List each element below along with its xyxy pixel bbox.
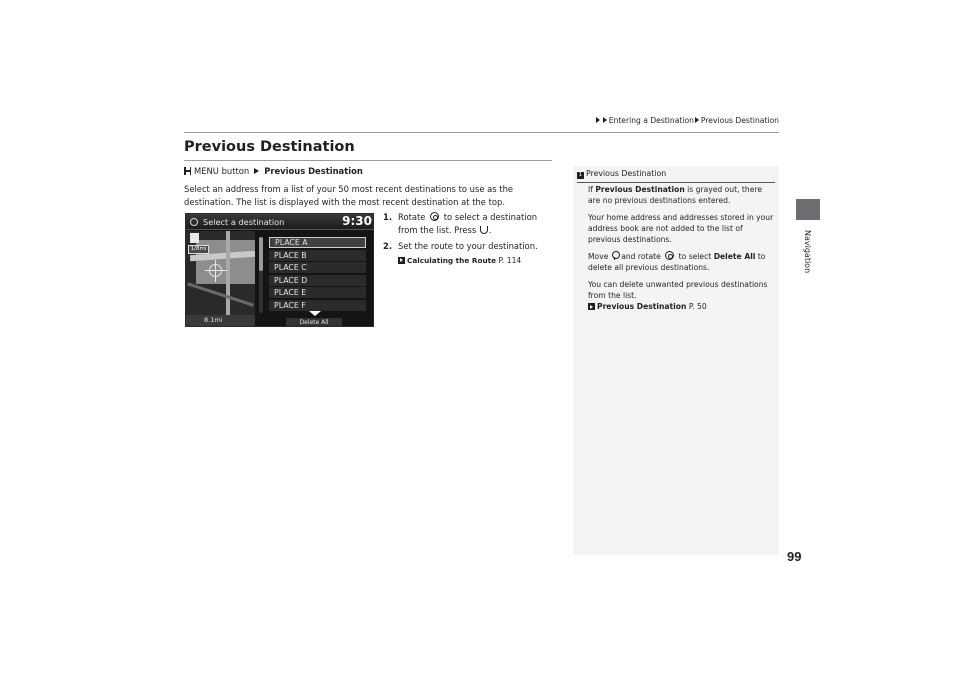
sidebar-heading — [577, 169, 775, 183]
search-icon — [190, 218, 198, 226]
north-arrow-icon — [190, 233, 199, 243]
title-divider — [184, 160, 552, 161]
notes-sidebar — [573, 166, 779, 555]
page-number: 99 — [787, 549, 802, 564]
note-number-icon: 1 — [578, 172, 583, 178]
zoom-readout: 8.1mi — [204, 316, 223, 324]
screen-clock: 9:30 — [342, 214, 372, 228]
map-preview — [186, 231, 255, 327]
menu-path — [184, 166, 363, 176]
list-item: PLACE F — [269, 300, 366, 311]
list-item: PLACE C — [269, 262, 366, 273]
list-item: PLACE A — [269, 237, 366, 248]
reference-arrow-icon — [398, 257, 405, 264]
sidebar-paragraph: If Previous Destination is grayed out, there are no previous destinations entered. — [588, 185, 763, 205]
reference-title: Calculating the Route — [407, 255, 497, 265]
screen-header-title: Select a destination — [203, 217, 285, 227]
menu-path-target: Previous Destination — [264, 166, 363, 176]
breadcrumb-section[interactable]: Entering a Destination — [608, 116, 694, 125]
breadcrumb — [595, 116, 779, 125]
delete-all-button: Delete All — [286, 318, 342, 327]
step-number: 2. — [383, 241, 393, 251]
step-2 — [383, 240, 553, 267]
interface-dial-icon — [665, 251, 674, 260]
instruction-steps — [383, 211, 553, 271]
section-tab-marker — [796, 199, 820, 220]
list-scrollbar-thumb — [259, 237, 263, 271]
intro-paragraph: Select an address from a list of your 50 most recent destinations to use as the destination. The list is displayed with the most recent destination at the top. — [184, 184, 514, 207]
list-item: PLACE B — [269, 250, 366, 261]
reference-page: P. 114 — [498, 255, 522, 265]
reference-arrow-icon — [588, 303, 595, 310]
step-1 — [383, 211, 553, 236]
page-title: Previous Destination — [184, 139, 355, 155]
header-divider — [184, 132, 779, 133]
hold-button-icon — [184, 167, 191, 175]
breadcrumb-page: Previous Destination — [700, 116, 779, 125]
step-text: . — [488, 224, 492, 235]
press-icon — [480, 226, 488, 234]
sidebar-paragraph: Your home address and addresses stored in your address book are not added to the list of previous destinations. — [588, 213, 774, 244]
sidebar-heading-text: Previous Destination — [586, 169, 667, 178]
screen-header — [186, 214, 374, 230]
step-number: 1. — [383, 212, 393, 222]
sidebar-body — [588, 184, 774, 318]
breadcrumb-arrow-icon — [603, 117, 607, 123]
section-tab-label[interactable]: Navigation — [803, 230, 812, 274]
list-item: PLACE D — [269, 275, 366, 286]
cross-reference-link[interactable]: Previous Destination P. 50 — [588, 302, 707, 311]
cross-reference-link[interactable] — [398, 255, 553, 268]
menu-button-label: MENU button — [194, 166, 250, 176]
step-text: to select a destination from the list. Press — [398, 212, 538, 235]
path-arrow-icon — [254, 168, 259, 174]
interface-dial-icon — [430, 212, 439, 221]
scroll-down-icon — [309, 311, 321, 316]
list-item: PLACE E — [269, 287, 366, 298]
step-text: Rotate — [398, 212, 426, 222]
sidebar-paragraph: You can delete unwanted previous destinations from the list. Previous Destination P. 50 — [588, 280, 768, 311]
destination-list — [256, 231, 374, 317]
navigation-screen-illustration — [185, 213, 374, 327]
map-scale: 1/8mi — [188, 245, 209, 254]
step-text: Set the route to your destination. — [398, 241, 538, 251]
breadcrumb-arrow-icon — [596, 117, 600, 123]
sidebar-paragraph: Move and rotate to select Delete All to delete all previous destinations. — [588, 252, 766, 272]
joystick-icon — [612, 251, 618, 260]
breadcrumb-arrow-icon — [695, 117, 699, 123]
